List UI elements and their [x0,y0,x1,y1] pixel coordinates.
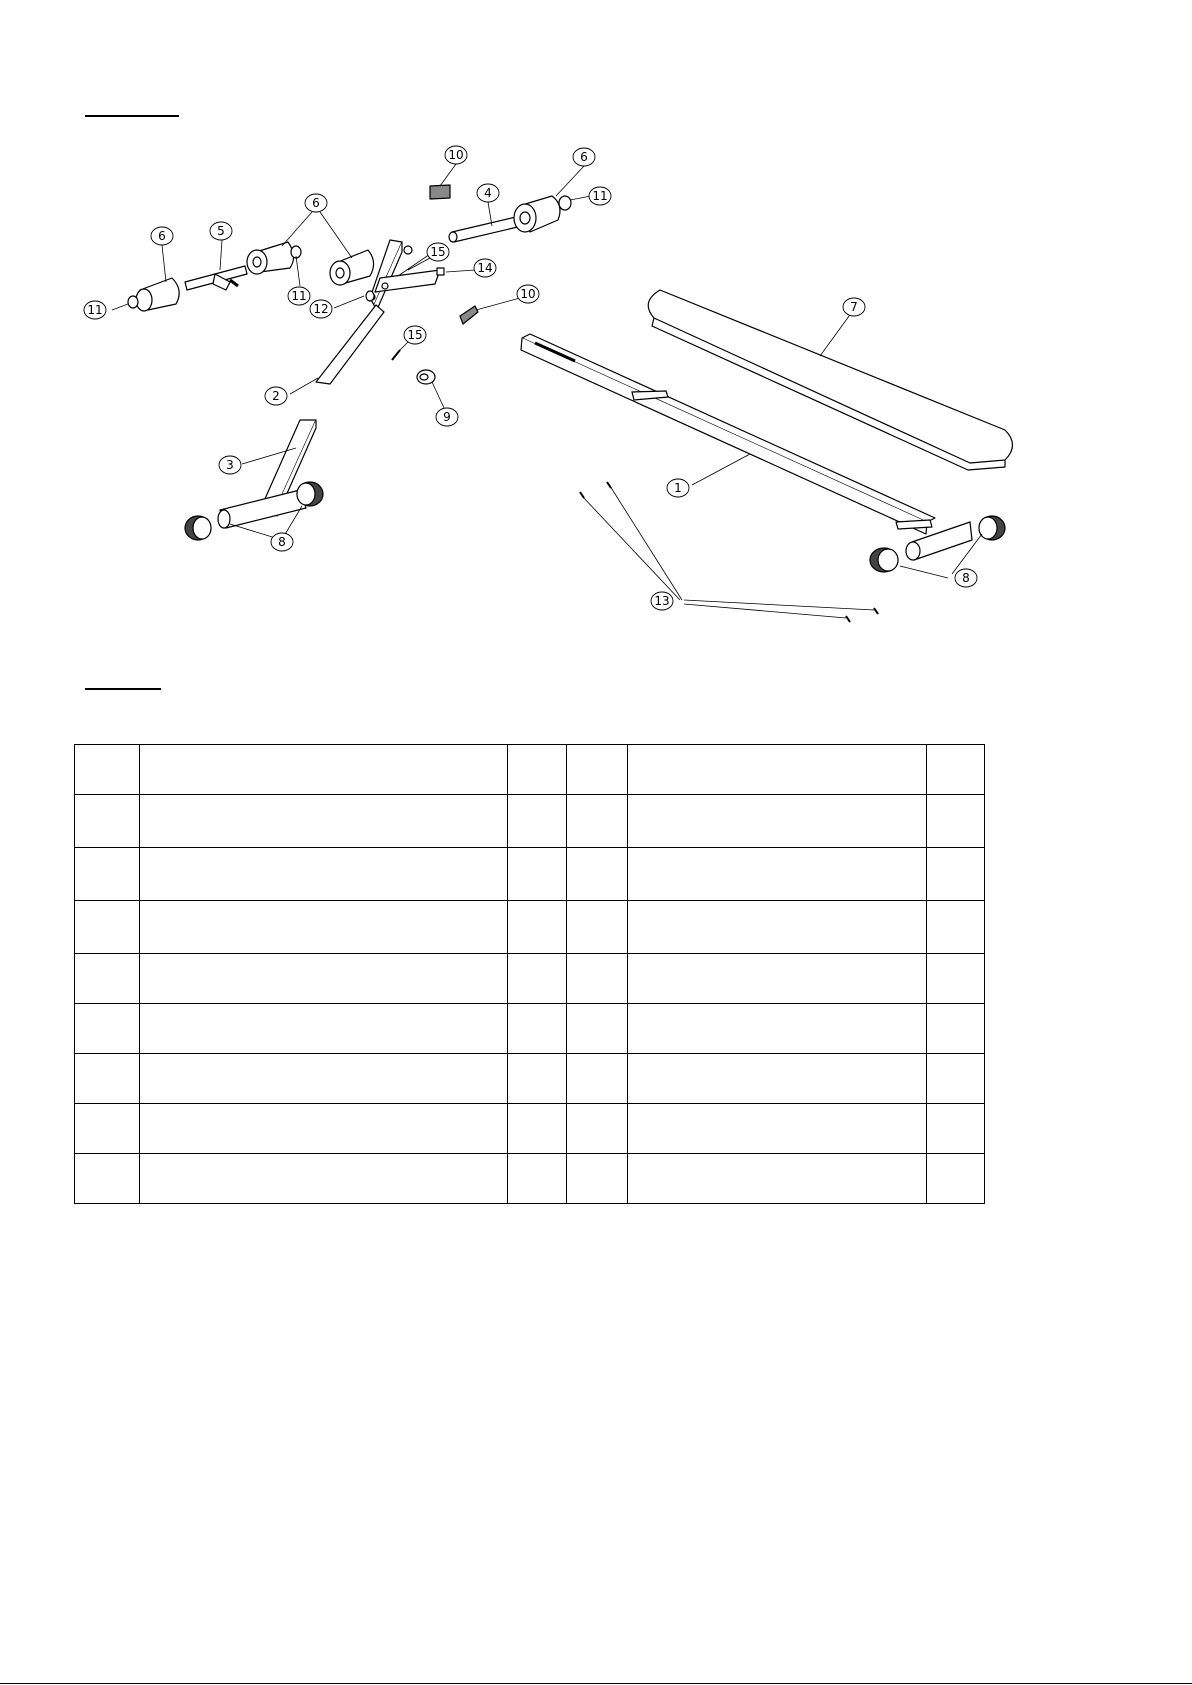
part-11-knob [559,196,571,210]
table-cell [140,1054,508,1104]
parts-heading-underline [85,688,161,690]
table-cell [927,1004,985,1054]
table-cell [567,745,628,795]
table-cell [628,795,927,848]
table-row [75,901,985,954]
callout-label: 13 [654,594,670,608]
table-cell [628,745,927,795]
table-cell [628,1104,927,1154]
table-row [75,1154,985,1204]
exploded-parts-diagram [0,0,1192,680]
callout-11 [84,301,106,319]
part-13-screw [580,482,878,622]
table-cell [508,745,567,795]
table-cell [75,848,140,901]
part-2-upright-tube [316,240,440,384]
part-5-pop-pin [185,266,247,290]
table-cell [567,1104,628,1154]
table-cell [628,848,927,901]
table-cell [140,1154,508,1204]
table-cell [927,1104,985,1154]
parts-list-table [74,744,985,1204]
table-cell [75,745,140,795]
part-6-foam-roller [514,196,560,232]
callout-label: 11 [291,289,307,303]
table-row [75,1104,985,1154]
table-cell [567,1154,628,1204]
table-cell [508,1004,567,1054]
table-cell [927,745,985,795]
table-cell [75,1104,140,1154]
table-row [75,954,985,1004]
table-cell [567,901,628,954]
table-cell [75,1054,140,1104]
callout-label: 9 [443,410,451,424]
table-cell [75,795,140,848]
callout-label: 3 [226,458,234,472]
table-cell [927,1154,985,1204]
callout-2 [477,184,499,202]
callout-20 [955,569,977,587]
part-8-end-cap [870,548,898,572]
callout-21 [651,592,673,610]
part-4-axle [449,216,522,242]
page-bottom-rule [0,1683,1192,1684]
table-cell [140,954,508,1004]
table-cell [140,1104,508,1154]
callout-16 [436,408,458,426]
callout-label: 2 [272,389,280,403]
callout-label: 7 [850,300,858,314]
table-row [75,745,985,795]
table-cell [567,1004,628,1054]
callout-label: 15 [430,245,446,259]
callout-label: 11 [592,189,608,203]
table-cell [140,901,508,954]
table-cell [140,795,508,848]
part-1-main-frame [521,334,935,534]
part-11-knob [128,296,138,308]
callout-19 [271,533,293,551]
table-cell [628,1004,927,1054]
callout-9 [288,287,310,305]
callout-3 [589,187,611,205]
table-cell [927,795,985,848]
table-cell [508,1104,567,1154]
callout-label: 11 [87,303,103,317]
table-cell [508,848,567,901]
table-cell [75,901,140,954]
part-8-end-cap [297,482,323,506]
callout-7 [427,243,449,261]
callout-6 [210,222,232,240]
callout-18 [667,479,689,497]
part-10-grip [460,306,478,324]
callout-label: 6 [312,196,320,210]
table-cell [927,901,985,954]
table-row [75,1054,985,1104]
callout-12 [517,285,539,303]
callout-label: 10 [448,148,464,162]
callout-1 [573,148,595,166]
table-cell [140,1004,508,1054]
table-row [75,1004,985,1054]
part-6-foam-roller [247,242,294,274]
table-cell [927,954,985,1004]
callout-label: 6 [158,229,166,243]
callout-label: 6 [580,150,588,164]
callout-13 [843,298,865,316]
table-cell [508,1154,567,1204]
table-cell [75,1154,140,1204]
table-cell [567,1054,628,1104]
table-cell [75,954,140,1004]
part-8-end-cap [185,516,211,540]
table-cell [567,795,628,848]
table-cell [567,954,628,1004]
table-cell [508,901,567,954]
table-cell [567,848,628,901]
part-7-seat-pad [648,290,1012,470]
callout-label: 5 [217,224,225,238]
table-cell [927,1054,985,1104]
table-cell [508,954,567,1004]
callout-label: 14 [477,261,493,275]
callout-4 [305,194,327,212]
callout-label: 8 [962,571,970,585]
callout-label: 4 [484,186,492,200]
callout-label: 10 [520,287,536,301]
callout-10 [310,300,332,318]
callout-14 [404,326,426,344]
table-cell [927,848,985,901]
part-12-knob [366,291,374,301]
table-cell [628,954,927,1004]
table-cell [140,848,508,901]
table-row [75,795,985,848]
callout-8 [474,259,496,277]
callout-5 [151,227,173,245]
callout-label: 15 [407,328,423,342]
callout-label: 12 [313,302,329,316]
callout-17 [219,456,241,474]
part-6-foam-roller [136,278,179,311]
part-6-foam-roller [330,250,374,285]
table-cell [628,1154,927,1204]
callout-label: 1 [674,481,682,495]
callout-15 [265,387,287,405]
table-cell [75,1004,140,1054]
part-8-end-cap [979,516,1005,540]
table-row [75,848,985,901]
table-cell [628,901,927,954]
part-14-cap [437,268,444,275]
callout-label: 8 [278,535,286,549]
table-cell [508,795,567,848]
table-cell [508,1054,567,1104]
table-cell [140,745,508,795]
part-10-grip [430,185,450,199]
table-cell [628,1054,927,1104]
callout-0 [445,146,467,164]
